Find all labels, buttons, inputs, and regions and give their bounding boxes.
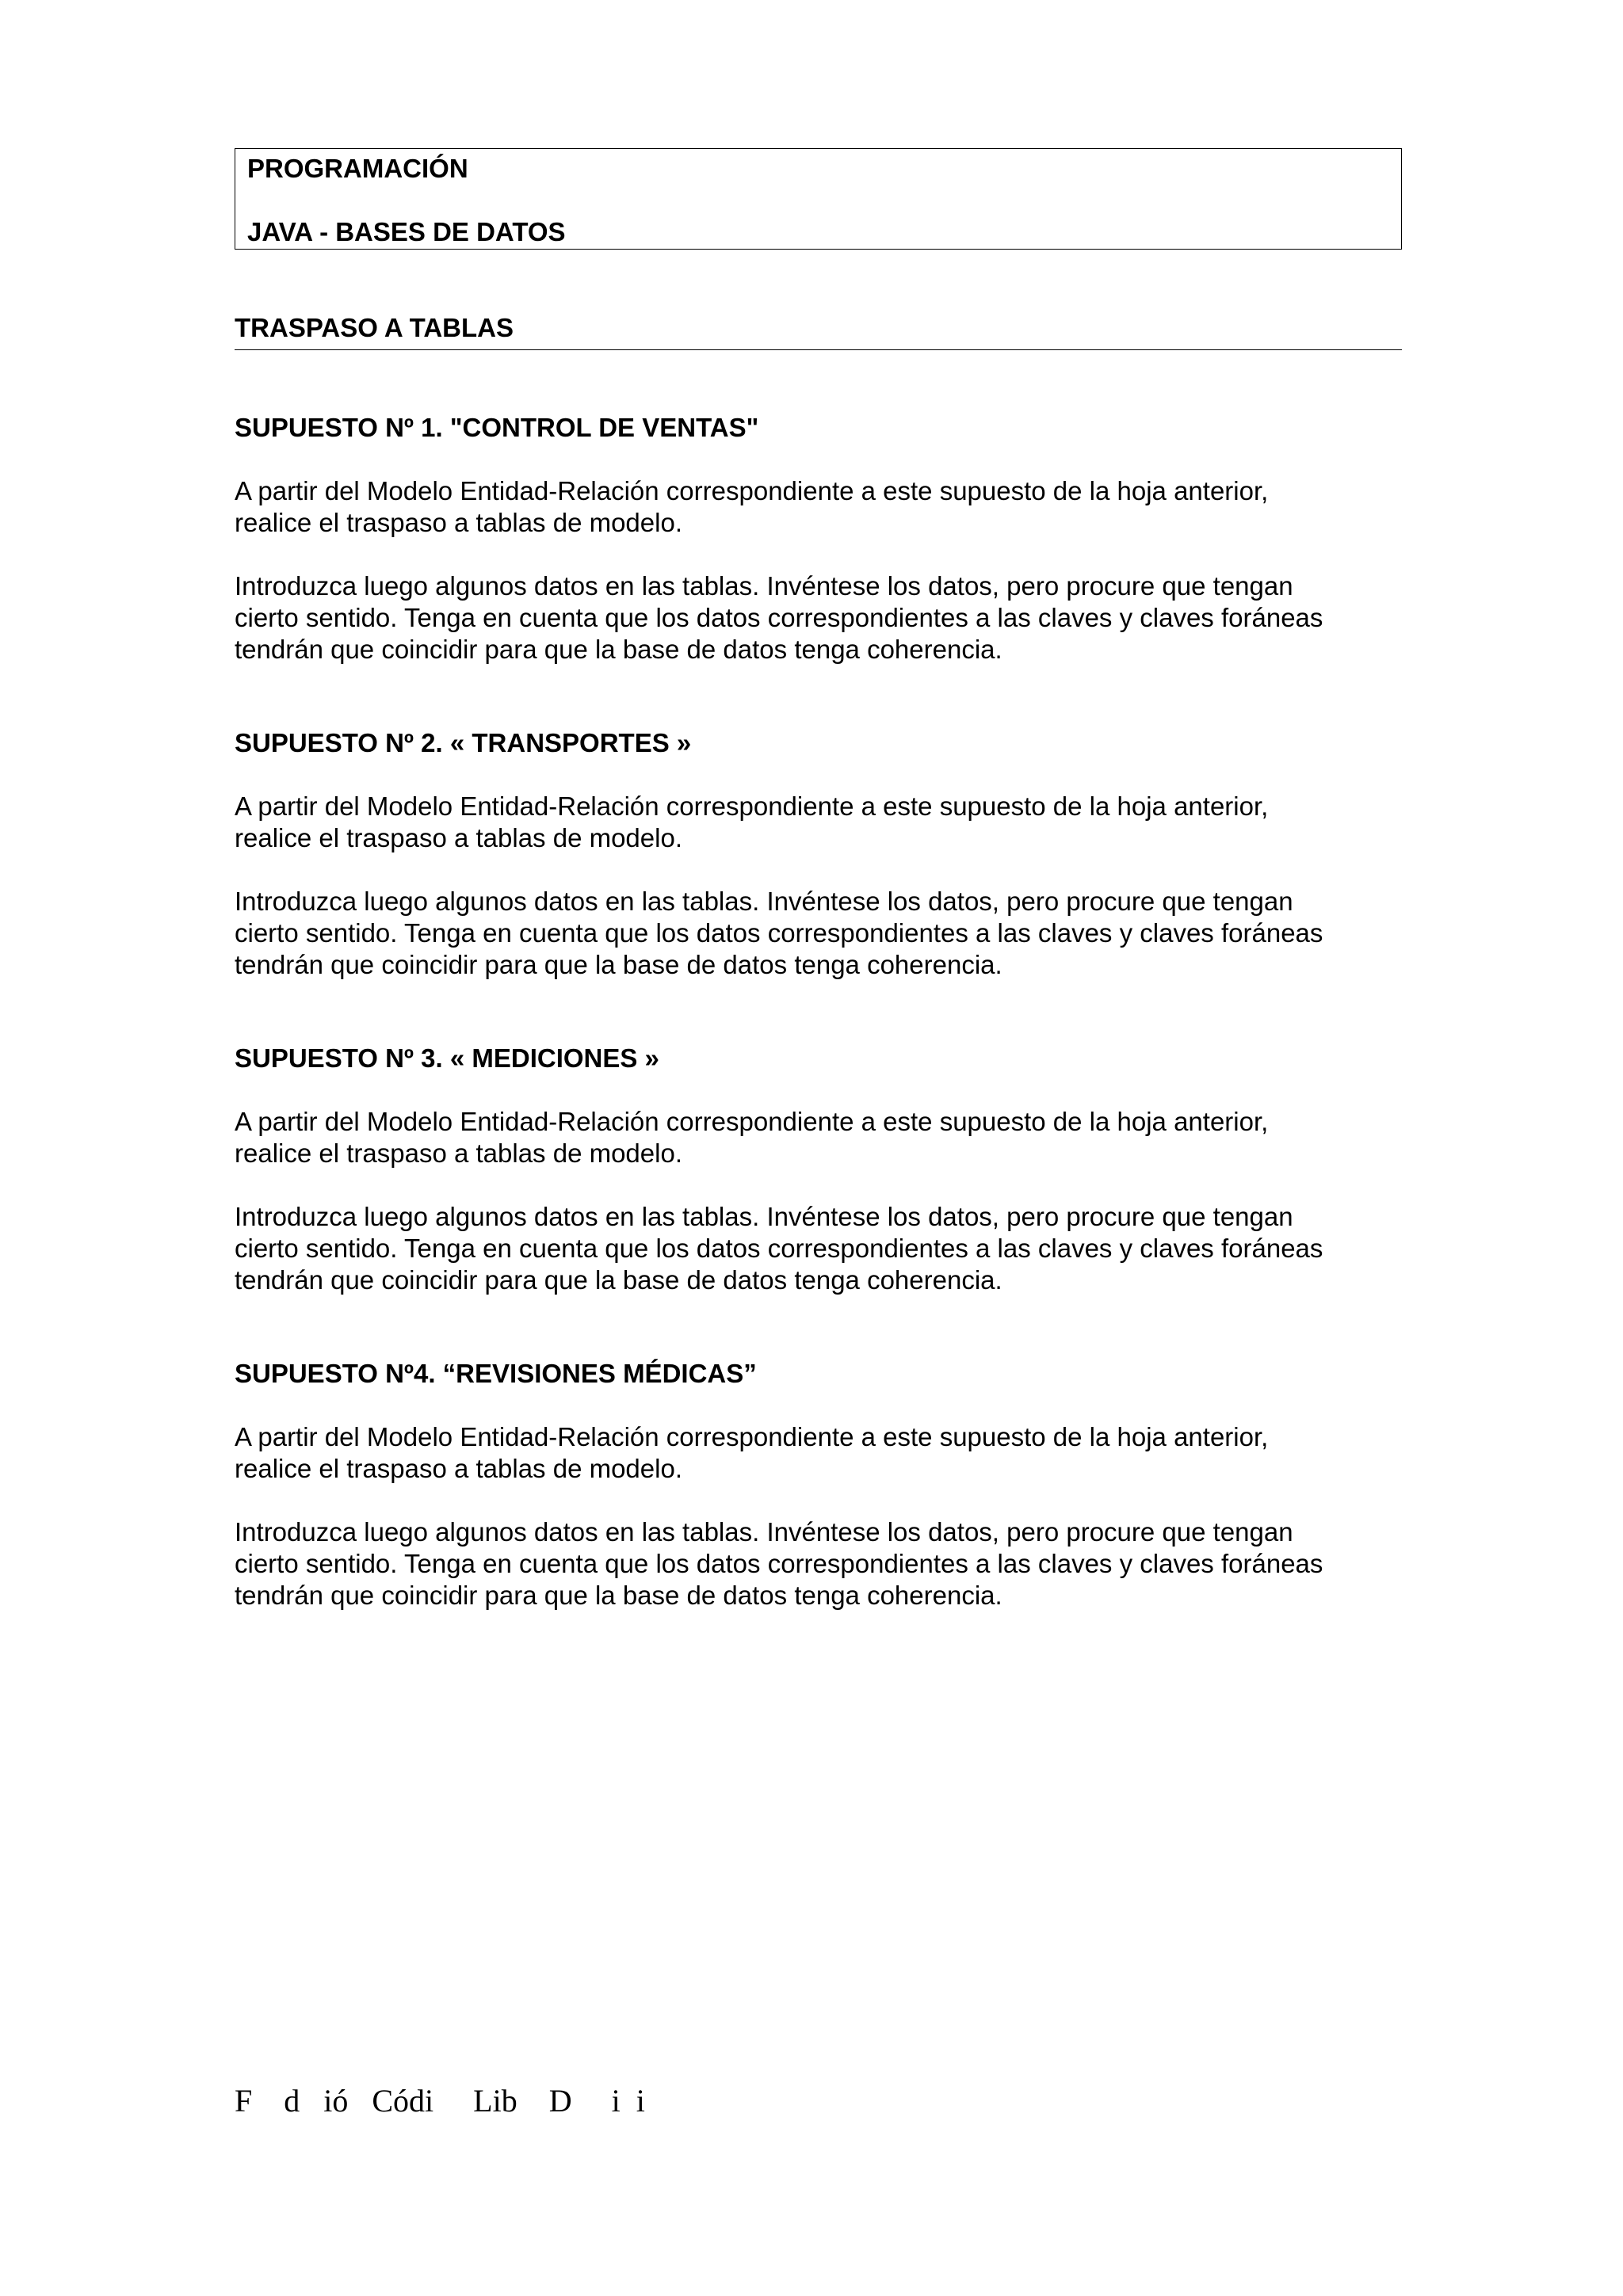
text-line: cierto sentido. Tenga en cuenta que los datos correspondientes a las claves y claves foráneas xyxy=(235,1549,1323,1578)
text-line: tendrán que coincidir para que la base de datos tenga coherencia. xyxy=(235,950,1002,979)
header-topic: JAVA - BASES DE DATOS xyxy=(247,217,566,246)
text-line: tendrán que coincidir para que la base de datos tenga coherencia. xyxy=(235,1581,1002,1610)
header-subject: PROGRAMACIÓN xyxy=(247,154,468,183)
text-line: Introduzca luego algunos datos en las tablas. Invéntese los datos, pero procure que tengan xyxy=(235,1202,1293,1231)
supuesto-3-paragraph-2 xyxy=(235,1201,1402,1296)
text-line: cierto sentido. Tenga en cuenta que los datos correspondientes a las claves y claves foráneas xyxy=(235,918,1323,948)
page-footer: F d ió Códi Lib D i i xyxy=(235,2083,645,2119)
supuesto-2-paragraph-1 xyxy=(235,791,1402,854)
text-line: Introduzca luego algunos datos en las tablas. Invéntese los datos, pero procure que tengan xyxy=(235,1517,1293,1547)
text-line: A partir del Modelo Entidad-Relación correspondiente a este supuesto de la hoja anterior, xyxy=(235,1422,1269,1451)
text-line: A partir del Modelo Entidad-Relación correspondiente a este supuesto de la hoja anterior, xyxy=(235,1107,1269,1136)
text-line: tendrán que coincidir para que la base de datos tenga coherencia. xyxy=(235,635,1002,664)
text-line: Introduzca luego algunos datos en las tablas. Invéntese los datos, pero procure que tengan xyxy=(235,887,1293,916)
text-line: A partir del Modelo Entidad-Relación correspondiente a este supuesto de la hoja anterior, xyxy=(235,791,1269,821)
section-title: TRASPASO A TABLAS xyxy=(235,312,1402,350)
text-line: cierto sentido. Tenga en cuenta que los datos correspondientes a las claves y claves foráneas xyxy=(235,603,1323,632)
supuesto-2-paragraph-2 xyxy=(235,886,1402,981)
supuesto-1-paragraph-2 xyxy=(235,570,1402,666)
text-line: Introduzca luego algunos datos en las tablas. Invéntese los datos, pero procure que tengan xyxy=(235,571,1293,601)
supuesto-3-title: SUPUESTO Nº 3. « MEDICIONES » xyxy=(235,1043,659,1073)
text-line: A partir del Modelo Entidad-Relación correspondiente a este supuesto de la hoja anterior, xyxy=(235,476,1269,505)
supuesto-4-title: SUPUESTO Nº4. “REVISIONES MÉDICAS” xyxy=(235,1359,757,1388)
text-line: cierto sentido. Tenga en cuenta que los datos correspondientes a las claves y claves foráneas xyxy=(235,1234,1323,1263)
text-line: tendrán que coincidir para que la base de datos tenga coherencia. xyxy=(235,1265,1002,1295)
text-line: realice el traspaso a tablas de modelo. xyxy=(235,823,682,852)
supuesto-1-paragraph-1 xyxy=(235,475,1402,539)
text-line: realice el traspaso a tablas de modelo. xyxy=(235,1138,682,1168)
header-box xyxy=(235,148,1402,250)
supuesto-3-paragraph-1 xyxy=(235,1106,1402,1169)
supuesto-4-paragraph-1 xyxy=(235,1421,1402,1485)
supuesto-1-title: SUPUESTO Nº 1. "CONTROL DE VENTAS" xyxy=(235,413,759,442)
supuesto-2-title: SUPUESTO Nº 2. « TRANSPORTES » xyxy=(235,728,692,757)
supuesto-4-paragraph-2 xyxy=(235,1516,1402,1611)
text-line: realice el traspaso a tablas de modelo. xyxy=(235,508,682,537)
text-line: realice el traspaso a tablas de modelo. xyxy=(235,1454,682,1483)
